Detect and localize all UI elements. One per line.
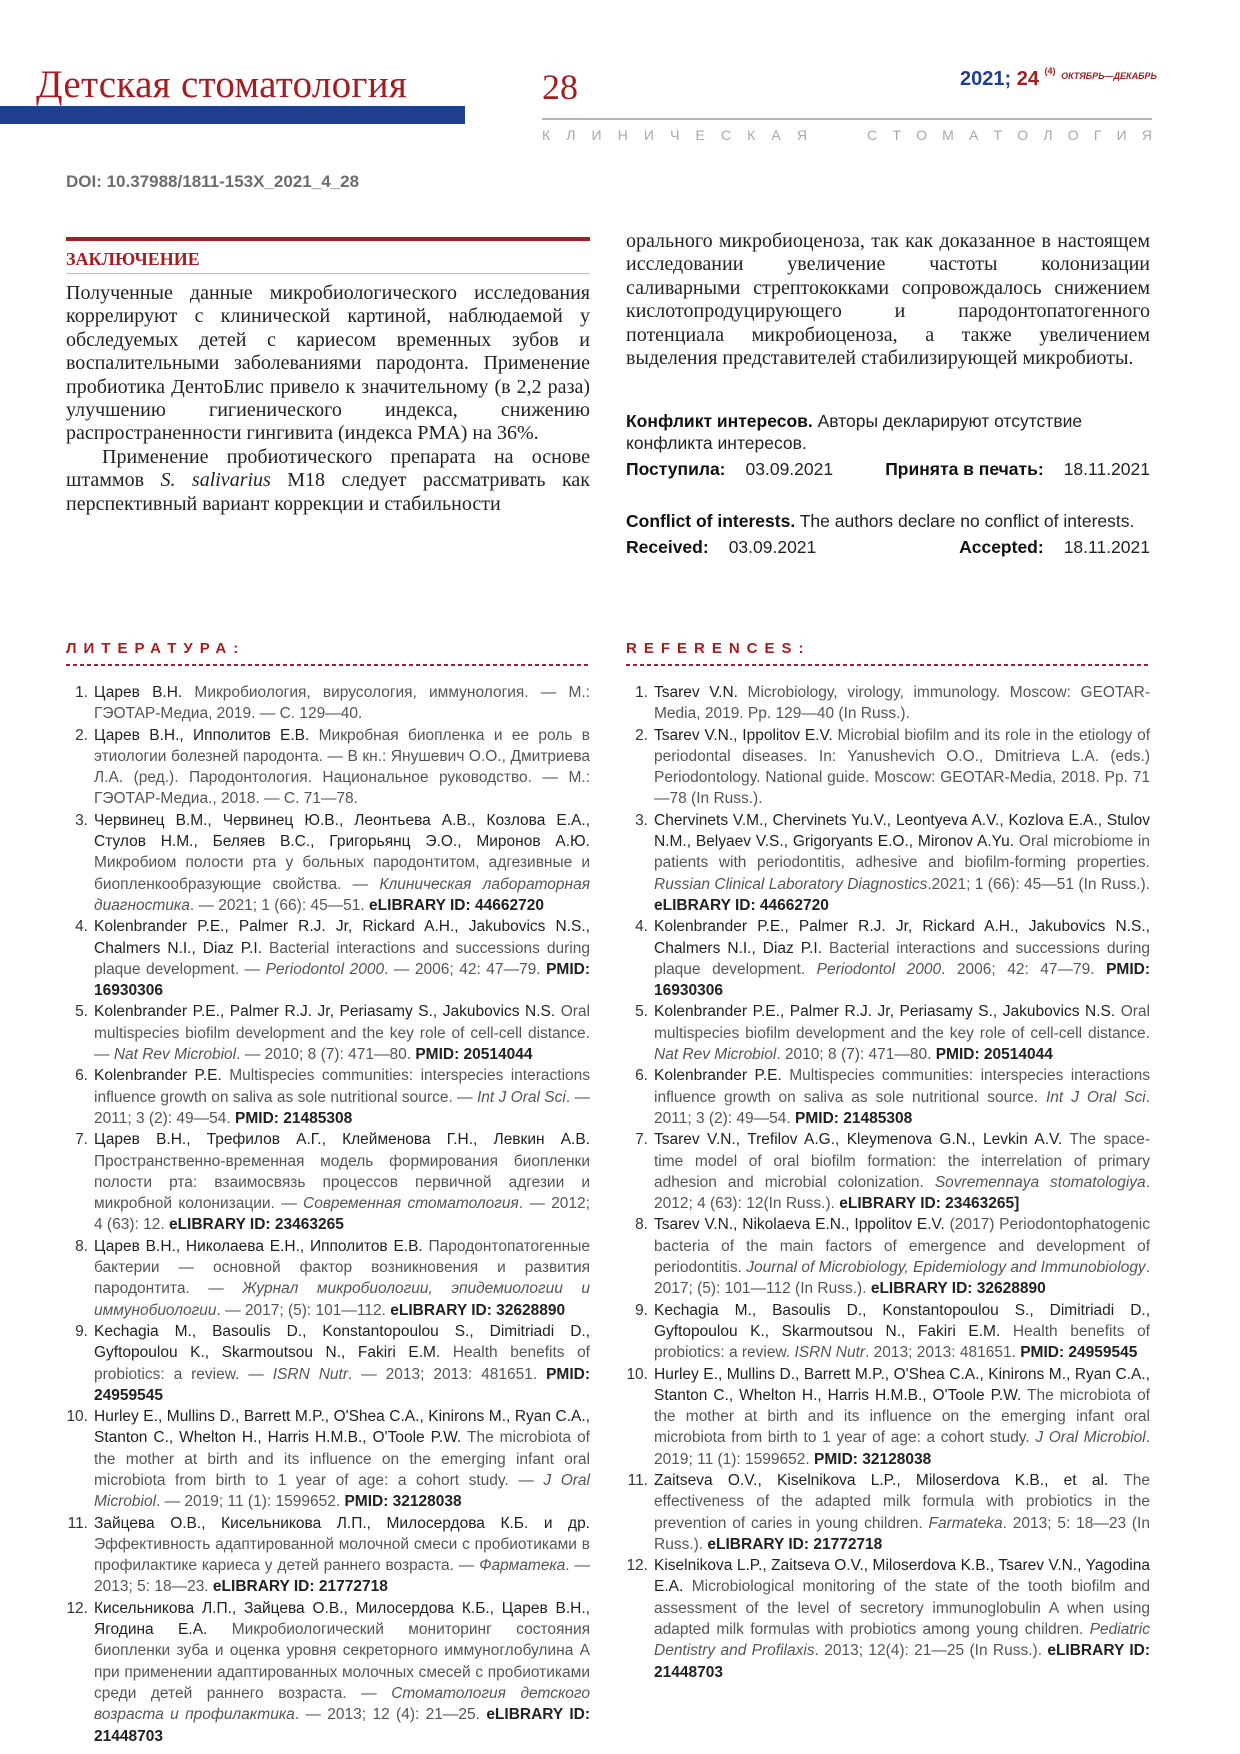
reference-journal: Int J Oral Sci — [476, 1088, 566, 1106]
reference-number: 2. — [75, 726, 88, 744]
reference-id: PMID: 32128038 — [344, 1493, 462, 1511]
reference-item — [66, 1406, 590, 1512]
reference-item — [626, 916, 1150, 1001]
dates-ru — [626, 458, 1150, 480]
reference-id: PMID: 20514044 — [935, 1046, 1053, 1064]
conclusion-red-rule — [66, 237, 590, 241]
section-letter: И — [1116, 127, 1127, 143]
literature-list — [66, 682, 590, 1747]
section-word-2 — [867, 127, 1152, 143]
reference-details: . — 2013; 5: 18—23. — [94, 1557, 590, 1596]
section-letter: К — [747, 127, 756, 143]
reference-item — [66, 682, 590, 725]
conflict-en-label: Conflict of interests. — [626, 511, 796, 531]
reference-number: 5. — [75, 1003, 88, 1021]
reference-title: The microbiota of the mother at birth and its influence on the emerging infant oral microbiota from birth to 1 year of age: a cohort study. — — [94, 1429, 590, 1489]
reference-details: . 2013; 5: 18—23 (In Russ.). — [654, 1514, 1150, 1553]
reference-title: Oral microbiome in patients with periodontitis, adhesive and biofilm-forming properties. — [654, 833, 1150, 872]
reference-title: Пародонтопатогенные бактерии — основной фактор возникновения и развития пародонтита. — — [94, 1237, 590, 1298]
reference-id: eLIBRARY ID: 21772718 — [707, 1535, 883, 1553]
reference-item — [66, 1001, 590, 1065]
reference-title: Multispecies communities: interspecies interactions influence growth on saliva as sole nutritional source. — [654, 1067, 1150, 1106]
reference-id: eLIBRARY ID: 23463265] — [839, 1195, 1020, 1213]
section-letter: Е — [695, 127, 705, 143]
reference-number: 9. — [75, 1322, 88, 1340]
issue-info — [960, 68, 1157, 91]
references-list — [626, 682, 1150, 1683]
reference-id: eLIBRARY ID: 44662720 — [369, 896, 544, 914]
accepted-ru-date: 18.11.2021 — [1063, 459, 1150, 479]
section-letter: Т — [993, 127, 1003, 143]
reference-authors: Зайцева О.В., Кисельникова Л.П., Милосердова К.Б. и др. — [94, 1514, 590, 1532]
reference-number: 4. — [75, 918, 88, 936]
accepted-en-date: 18.11.2021 — [1063, 537, 1150, 557]
dates-en — [626, 536, 1150, 558]
reference-details: . 2006; 42: 47—79. — [941, 960, 1107, 978]
reference-number: 1. — [75, 684, 88, 701]
reference-authors: Кисельникова Л.П., Зайцева О.В., Милосердова К.Б., Царев В.Н., Ягодина Е.А. — [94, 1599, 590, 1639]
reference-number: 6. — [75, 1067, 88, 1085]
reference-authors: Червинец В.М., Червинец Ю.В., Леонтьева А.В., Козлова Е.А., Стулов Н.М., Беляев В.С., Григорьянц Э.О., Миронов А.Ю. — [94, 811, 590, 851]
reference-id: PMID: 32128038 — [814, 1450, 932, 1468]
reference-id: eLIBRARY ID: 21448703 — [654, 1642, 1150, 1681]
reference-journal: Pediatric Dentistry and Profilaxis — [654, 1621, 1150, 1660]
section-letter: Л — [1043, 127, 1053, 143]
reference-number: 2. — [635, 726, 648, 744]
reference-title: Microbial biofilm and its role in the etiology of periodontal diseases. In: Yanushevich O.O., Dmitrieva L.A. (eds.) Periodontology. National guide. Moscow: GEOTAR-Media, 2018. Pp. 71—78 (In Russ.). — [654, 726, 1150, 808]
reference-number: 5. — [635, 1003, 648, 1021]
conflict-en — [626, 510, 1150, 532]
reference-journal: Int J Oral Sci — [1046, 1088, 1146, 1106]
reference-journal: Farmateka — [928, 1514, 1003, 1532]
conflict-ru — [626, 410, 1150, 454]
reference-title: Oral multispecies biofilm development and the key role of cell-cell distance. — — [94, 1003, 590, 1064]
reference-journal: Journal of Microbiology, Epidemiology and Immunobiology — [746, 1259, 1146, 1277]
reference-details: . 2011; 3 (2): 49—54. — [654, 1088, 1151, 1127]
reference-title: Multispecies communities: interspecies interactions influence growth on saliva as sole nutritional source. — — [94, 1067, 590, 1106]
reference-title: Микробиом полости рта у больных пародонтитом, адгезивные и биопленкообразующие свойства. — — [94, 854, 590, 893]
reference-id: eLIBRARY ID: 44662720 — [654, 896, 829, 914]
reference-journal: Стоматология детского возраста и профилактика — [94, 1684, 590, 1724]
references-heading: REFERENCES: — [626, 640, 811, 657]
reference-title: Health benefits of probiotics: a review. — [654, 1322, 1150, 1362]
issue-volume: 24 — [1016, 68, 1039, 90]
reference-number: 11. — [67, 1514, 88, 1532]
reference-item — [66, 1513, 590, 1598]
reference-journal: Sovremennaya stomatologiya — [934, 1173, 1146, 1191]
reference-details: . — 2013; 12 (4): 21—25. — [294, 1706, 487, 1724]
section-letter: С — [867, 127, 878, 143]
page-number: 28 — [542, 67, 578, 107]
reference-item — [66, 916, 590, 1001]
reference-id: PMID: 21485308 — [795, 1109, 913, 1127]
accepted-ru-label: Принята в печать: — [885, 459, 1044, 479]
reference-item — [626, 1129, 1150, 1214]
reference-title: Health benefits of probiotics: a review. — — [94, 1344, 590, 1383]
reference-item — [66, 810, 590, 916]
reference-item — [626, 1214, 1150, 1299]
reference-authors: Kechagia M., Basoulis D., Konstantopoulou S., Dimitriadi D., Gyftopoulou K., Skarmoutsou N., Fakiri E.M. — [94, 1322, 590, 1362]
references-dotted-rule — [626, 664, 1150, 666]
reference-item — [626, 1364, 1150, 1470]
section-letter: Л — [566, 127, 576, 143]
conclusion-text-left — [66, 282, 590, 516]
section-letter: А — [771, 127, 781, 143]
reference-journal: J Oral Microbiol — [1035, 1429, 1146, 1447]
reference-authors: Tsarev V.N., Nikolaeva E.N., Ippolitov E.V. — [654, 1216, 945, 1234]
reference-details: . 2019; 11 (1): 1599652. — [654, 1429, 1150, 1468]
reference-title: The effectiveness of the adapted milk formula with probiotics in the prevention of caries in young children. — [654, 1471, 1150, 1532]
reference-details: . — 2019; 11 (1): 1599652. — [156, 1493, 345, 1511]
reference-journal: Periodontol 2000 — [816, 960, 942, 978]
reference-id: eLIBRARY ID: 21448703 — [94, 1706, 590, 1745]
reference-item — [66, 1065, 590, 1129]
reference-item — [626, 1470, 1150, 1555]
section-letter: О — [916, 127, 927, 143]
reference-number: 7. — [75, 1131, 88, 1149]
reference-details: . 2010; 8 (7): 471—80. — [776, 1046, 936, 1064]
section-letter: Т — [892, 127, 901, 143]
meta-ru — [626, 410, 1150, 480]
reference-authors: Zaitseva O.V., Kiselnikova L.P., Miloserdova K.B., et al. — [654, 1471, 1109, 1489]
conflict-ru-text: Авторы декларируют отсутствие конфликта интересов. — [626, 411, 1083, 453]
conflict-en-text: The authors declare no conflict of interests. — [795, 511, 1135, 531]
section-letter: С — [720, 127, 732, 143]
reference-details: . 2012; 4 (63): 12(In Russ.). — [654, 1173, 1150, 1213]
reference-journal: Nat Rev Microbiol — [113, 1046, 237, 1064]
reference-item — [626, 1555, 1150, 1683]
reference-id: eLIBRARY ID: 23463265 — [168, 1216, 344, 1234]
reference-id: PMID: 24959545 — [1020, 1344, 1138, 1362]
conclusion-gray-rule — [66, 273, 590, 274]
species-name: S. salivarius — [160, 469, 271, 492]
reference-authors: Hurley E., Mullins D., Barrett M.P., O'Shea C.A., Kinirons M., Ryan C.A., Stanton C., Whelton H., Harris H.M.B., O'Toole P.W. — [654, 1365, 1150, 1404]
section-letter: К — [542, 127, 551, 143]
reference-journal: Фарматека — [479, 1557, 566, 1575]
reference-item — [626, 1065, 1150, 1129]
reference-item — [66, 1321, 590, 1406]
section-word-1 — [542, 127, 807, 143]
reference-authors: Tsarev V.N., Trefilov A.G., Kleymenova G.N., Levkin A.V. — [654, 1131, 1063, 1149]
reference-journal: Журнал микробиологии, эпидемиологии и иммунобиологии — [94, 1280, 590, 1319]
conclusion-heading: ЗАКЛЮЧЕНИЕ — [66, 249, 200, 269]
reference-authors: Kolenbrander P.E., Palmer R.J. Jr, Rickard A.H., Jakubovics N.S., Chalmers N.I., Diaz P.I. — [94, 918, 590, 957]
reference-authors: Hurley E., Mullins D., Barrett M.P., O'Shea C.A., Kinirons M., Ryan C.A., Stanton C., Whelton H., Harris H.M.B., O'Toole P.W. — [94, 1408, 590, 1447]
reference-id: eLIBRARY ID: 32628890 — [390, 1301, 566, 1319]
reference-number: 9. — [635, 1301, 648, 1319]
conclusion-paragraph-1: Полученные данные микробиологического исследования коррелируют с клинической картиной, наблюдаемой у обследуемых детей с кариесом временных зубов и воспалительными заболеваниями пародонта. Применение пробиотика ДентоБлис привело к значительному (в 2,2 раза) улучшению гигиенического индекса, снижению распространенности гингивита (индекса РМА) на 36%. — [66, 282, 590, 445]
reference-authors: Царев В.Н., Ипполитов Е.В. — [94, 726, 310, 744]
reference-title: Микробная биопленка и ее роль в этиологии болезней пародонта. — В кн.: Янушевич О.О., Дмитриева Л.А. (ред.). Пародонтология. Национальное руководство. — М.: ГЭОТАР-Медиа., 2018. — С. 71—78. — [94, 726, 590, 808]
reference-number: 1. — [635, 684, 648, 701]
conclusion-paragraph-2 — [66, 446, 590, 516]
received-ru-date: 03.09.2021 — [745, 459, 834, 479]
journal-title: Детская стоматология — [36, 63, 408, 106]
reference-details: . — 2013; 2013: 481651. — [348, 1365, 547, 1383]
received-en-date: 03.09.2021 — [728, 537, 817, 557]
reference-authors: Tsarev V.N., Ippolitov E.V. — [654, 726, 833, 744]
reference-authors: Kolenbrander P.E., Palmer R.J. Jr, Periasamy S., Jakubovics N.S. — [94, 1003, 556, 1021]
reference-authors: Kechagia M., Basoulis D., Konstantopoulou S., Dimitriadi D., Gyftopoulou K., Skarmoutsou N., Fakiri E.M. — [654, 1301, 1150, 1340]
reference-title: Микробиология, вирусология, иммунология. — М.: ГЭОТАР-Медиа, 2019. — С. 129—40. — [94, 684, 590, 723]
p2-text-after: M18 следует рассматривать как перспективный вариант коррекции и стабильности — [66, 469, 590, 515]
conclusion-paragraph-2-cont: орального микробиоценоза, так как доказанное в настоящем исследовании увеличение частоты колонизации саливарными стрептококками сопровождалось снижением кислотопродуцирующего и пародонтопатогенного потенциала микробиоценоза, а также увеличением выделения представителей стабилизирующей микробиоты. — [626, 230, 1150, 370]
reference-details: . 2013; 2013: 481651. — [865, 1344, 1021, 1362]
conflict-ru-label: Конфликт интересов. — [626, 411, 813, 431]
section-letter: Я — [796, 127, 807, 143]
reference-id: PMID: 20514044 — [415, 1046, 533, 1064]
reference-number: 12. — [66, 1599, 88, 1617]
reference-details: . — 2006; 42: 47—79. — [384, 960, 547, 978]
reference-authors: Kiselnikova L.P., Zaitseva O.V., Miloserdova K.B., Tsarev V.N., Yagodina E.A. — [654, 1557, 1150, 1596]
reference-authors: Царев В.Н., Николаева Е.Н., Ипполитов Е.В. — [94, 1237, 423, 1255]
section-letter: А — [969, 127, 979, 143]
reference-journal: J Oral Microbiol — [94, 1471, 591, 1511]
section-letter: Я — [1141, 127, 1152, 143]
received-en-label: Received: — [626, 537, 709, 557]
header-blue-bar — [0, 106, 465, 124]
reference-id: PMID: 21485308 — [235, 1109, 353, 1127]
reference-authors: Kolenbrander P.E. — [654, 1067, 782, 1085]
reference-number: 11. — [627, 1471, 648, 1489]
reference-title: Микробиологический мониторинг состояния биопленки зуба и оценка уровня секреторного иммуноглобулина А при применении адаптированных молочных смесей с пробиотиками среди детей раннего возраста. — — [94, 1621, 591, 1702]
reference-number: 3. — [635, 811, 648, 829]
reference-journal: Современная стоматология — [303, 1195, 519, 1213]
reference-journal: Russian Clinical Laboratory Diagnostics — [654, 875, 928, 893]
reference-title: (2017) Periodontophatogenic bacteria of the main factors of emergence and development of periodontitis. — [654, 1216, 1150, 1277]
meta-en — [626, 510, 1150, 558]
reference-authors: Царев В.Н. — [94, 684, 183, 701]
reference-details: . — 2011; 3 (2): 49—54. — [94, 1088, 590, 1127]
section-letter: М — [942, 127, 954, 143]
reference-item — [626, 682, 1150, 725]
issue-number: (4) — [1044, 66, 1056, 76]
reference-title: Пространственно-временная модель формирования биопленки полости рта: взаимосвязь процессов первичной адгезии и микробной колонизации. — — [94, 1152, 590, 1213]
literature-dotted-rule — [66, 664, 590, 666]
section-letter: О — [1017, 127, 1029, 143]
reference-details: . — 2010; 8 (7): 471—80. — [236, 1046, 416, 1064]
reference-number: 8. — [75, 1237, 88, 1255]
issue-months: ОКТЯБРЬ—ДЕКАБРЬ — [1061, 71, 1157, 81]
reference-authors: Kolenbrander P.E. — [94, 1067, 222, 1085]
reference-title: Microbiology, virology, immunology. Moscow: GEOTAR-Media, 2019. Pp. 129—40 (In Russ.). — [654, 684, 1150, 723]
reference-title: The microbiota of the mother at birth and its influence on the emerging infant oral microbiota from birth to 1 year of age: a cohort study. — [654, 1386, 1150, 1447]
reference-journal: Клиническая лабораторная диагностика — [94, 875, 590, 914]
reference-details: . 2017; (5): 101—112 (In Russ.). — [654, 1259, 1150, 1298]
reference-authors: Chervinets V.M., Chervinets Yu.V., Leontyeva A.V., Kozlova E.A., Stulov N.M., Belyaev V.S., Grigoryants E.O., Mironov A.Yu. — [654, 811, 1150, 851]
section-label — [542, 127, 1152, 143]
received-ru-label: Поступила: — [626, 459, 726, 479]
reference-item — [626, 810, 1150, 916]
reference-authors: Kolenbrander P.E., Palmer R.J. Jr, Rickard A.H., Jakubovics N.S., Chalmers N.I., Diaz P.I. — [654, 918, 1150, 957]
reference-title: Bacterial interactions and successions during plaque development. — [654, 939, 1150, 978]
reference-journal: ISRN Nutr — [272, 1365, 348, 1383]
section-letter: Ч — [670, 127, 680, 143]
reference-number: 4. — [635, 918, 648, 936]
reference-details: . — 2017; (5): 101—112. — [216, 1301, 391, 1319]
reference-authors: Tsarev V.N. — [654, 684, 738, 701]
reference-item — [66, 1129, 590, 1235]
reference-id: eLIBRARY ID: 21772718 — [212, 1578, 388, 1596]
reference-title: Bacterial interactions and successions during plaque development. — — [94, 939, 590, 978]
issue-year: 2021; — [960, 68, 1012, 90]
section-letter: И — [591, 127, 602, 143]
reference-number: 3. — [75, 811, 88, 829]
reference-details: . 2013; 12(4): 21—25 (In Russ.). — [814, 1642, 1048, 1660]
conclusion-text-right — [626, 230, 1150, 370]
reference-number: 6. — [635, 1067, 648, 1085]
doi: DOI: 10.37988/1811-153X_2021_4_28 — [66, 172, 360, 191]
reference-title: The space-time model of oral biofilm formation: the interrelation of primary adhesion and microbial colonization. — [654, 1131, 1150, 1191]
reference-number: 7. — [635, 1131, 648, 1149]
reference-item — [66, 725, 590, 810]
section-letter: О — [1067, 127, 1079, 143]
reference-title: Эффективность адаптированной молочной смеси с пробиотиками в профилактике кариеса у детей раннего возраста. — — [94, 1535, 590, 1575]
reference-journal: ISRN Nutr — [794, 1344, 866, 1362]
reference-number: 12. — [626, 1557, 648, 1575]
reference-item — [626, 1001, 1150, 1065]
reference-number: 10. — [66, 1408, 88, 1426]
section-letter: Н — [617, 127, 628, 143]
reference-authors: Kolenbrander P.E., Palmer R.J. Jr, Periasamy S., Jakubovics N.S. — [654, 1003, 1116, 1021]
reference-details: . — 2012; 4 (63): 12. — [94, 1195, 590, 1234]
reference-authors: Царев В.Н., Трефилов А.Г., Клейменова Г.Н., Левкин А.В. — [94, 1131, 590, 1149]
reference-journal: Nat Rev Microbiol — [654, 1046, 777, 1064]
section-letter: И — [643, 127, 654, 143]
reference-item — [66, 1598, 590, 1747]
reference-title: Microbiological monitoring of the state of the tooth biofilm and assessment of the level of secretory immunoglobulin A when using adapted milk formulas with probiotics among young children. — [654, 1578, 1150, 1639]
reference-number: 8. — [635, 1216, 648, 1234]
reference-item — [66, 1236, 590, 1321]
reference-item — [626, 725, 1150, 810]
reference-id: PMID: 24959545 — [94, 1365, 590, 1404]
reference-number: 10. — [626, 1365, 648, 1383]
reference-id: PMID: 16930306 — [654, 960, 1151, 1000]
reference-journal: Periodontol 2000 — [265, 960, 385, 978]
reference-item — [626, 1300, 1150, 1364]
section-letter: Г — [1093, 127, 1102, 143]
accepted-en-label: Accepted: — [959, 537, 1044, 557]
literature-heading: ЛИТЕРАТУРА: — [66, 640, 246, 657]
header-rule — [542, 118, 1152, 120]
p2-text: Применение пробиотического препарата на основе штаммов — [66, 445, 590, 492]
reference-id: PMID: 16930306 — [94, 960, 590, 1000]
reference-id: eLIBRARY ID: 32628890 — [870, 1280, 1046, 1298]
reference-title: Oral multispecies biofilm development and the key role of cell-cell distance. — [654, 1003, 1150, 1042]
reference-details: .2021; 1 (66): 45—51 (In Russ.). — [927, 875, 1150, 893]
reference-details: . — 2021; 1 (66): 45—51. — [189, 896, 370, 914]
